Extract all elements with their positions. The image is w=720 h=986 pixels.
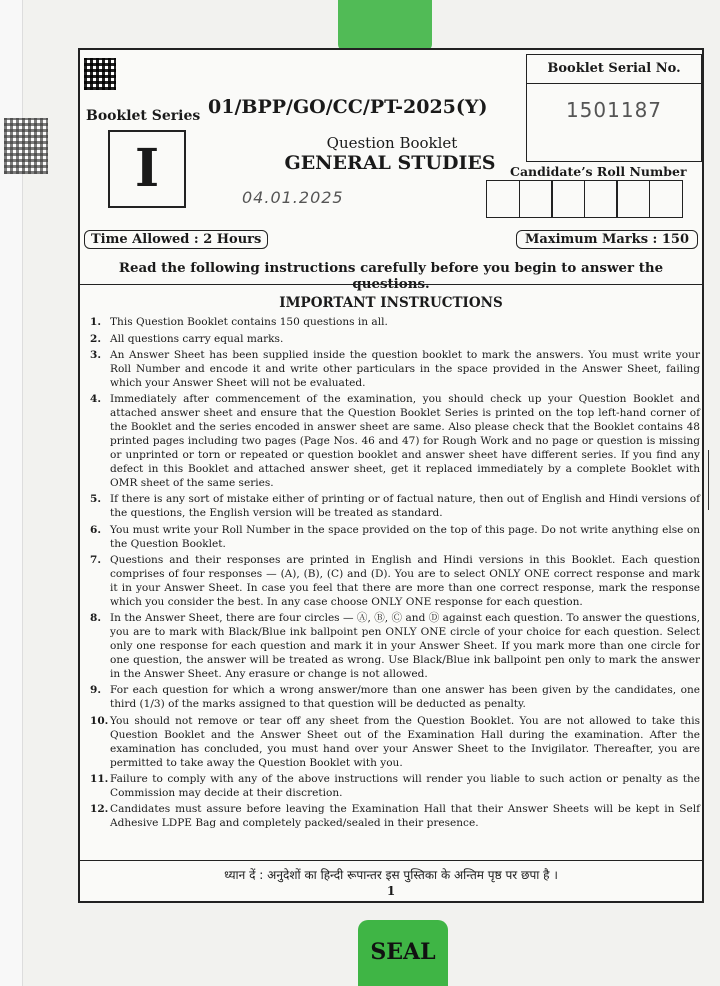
series-code: 01/BPP/GO/CC/PT-2025(Y) xyxy=(208,96,488,118)
divider xyxy=(80,284,702,285)
instruction-number: 11. xyxy=(90,773,109,786)
instruction-number: 6. xyxy=(90,523,102,536)
right-edge-mark xyxy=(708,450,720,510)
instruction-number: 5. xyxy=(90,493,102,506)
instruction-number: 3. xyxy=(90,349,102,361)
instruction-item xyxy=(90,803,700,831)
instruction-item xyxy=(90,316,700,330)
roll-cell[interactable] xyxy=(649,180,683,218)
roll-cell[interactable] xyxy=(616,180,650,218)
serial-number-box xyxy=(526,54,702,162)
instruction-text: In the Answer Sheet, there are four circles — Ⓐ, Ⓑ, Ⓒ and Ⓓ against each question. To answer the questions, you are to mark with Black/Blue ink ballpoint pen ONLY ONE circle of your choice for each question. Select only one response for each question and mark it in your Answer Sheet. If you mark more than one circle for one question, the answer will be treated as wrong. Use Black/Blue ink ballpoint pen only to mark the answer in the Answer Sheet. Any erasure or change is not allowed. xyxy=(110,612,700,680)
instruction-text: You must write your Roll Number in the space provided on the top of this page. Do not write anything else on the Question Booklet. xyxy=(110,523,700,550)
instruction-text: If there is any sort of mistake either of printing or of factual nature, then out of English and Hindi versions of the questions, the English version will be treated as standard. xyxy=(110,493,700,520)
roll-number-boxes xyxy=(486,180,681,218)
subject-title: GENERAL STUDIES xyxy=(284,152,496,174)
roll-cell[interactable] xyxy=(584,180,618,218)
booklet-type: Question Booklet xyxy=(326,134,458,152)
instructions-title: IMPORTANT INSTRUCTIONS xyxy=(279,295,503,311)
maximum-marks: Maximum Marks : 150 xyxy=(516,230,698,249)
instruction-item xyxy=(90,349,700,391)
instruction-number: 7. xyxy=(90,554,102,567)
instruction-number: 2. xyxy=(90,332,102,345)
instruction-item xyxy=(90,715,700,771)
page-number: 1 xyxy=(386,884,396,898)
instruction-text: This Question Booklet contains 150 questions in all. xyxy=(110,316,388,328)
instruction-number: 10. xyxy=(90,714,109,727)
instruction-text: Questions and their responses are printed in English and Hindi versions in this Booklet. Each question comprises of four responses — (A), (B), (C) and (D). You are to select ONLY ONE correct response and mark it in your Answer Sheet. In case you feel that there are more than one correct response, mark the response which you consider the best. In any case choose ONLY ONE response for each question. xyxy=(110,554,700,608)
instruction-text: Immediately after commencement of the examination, you should check up your Question Booklet and attached answer sheet and ensure that the Question Booklet Series is printed on the top left-hand corner of the Booklet and the series encoded in answer sheet are same. Also please check that the Booklet contains 48 printed pages including two pages (Page Nos. 46 and 47) for Rough Work and no page or question is missing or unprinted or torn or repeated or question booklet and answer sheet have different series. If you find any defect in this Booklet and attached answer sheet, get it replaced immediately by a complete Booklet with OMR sheet of the same series. xyxy=(110,393,700,489)
divider xyxy=(80,860,702,861)
handwritten-date: 04.01.2025 xyxy=(242,188,344,207)
roll-number-label: Candidate’s Roll Number xyxy=(510,164,687,179)
instruction-text: You should not remove or tear off any sheet from the Question Booklet. You are not allowed to take this Question Booklet and the Answer Sheet out of the Examination Hall during the examination. After the examination has concluded, you must hand over your Answer Sheet to the Invigilator. Thereafter, you are permitted to take away the Question Booklet with you. xyxy=(110,714,700,769)
instruction-number: 8. xyxy=(90,612,102,625)
instruction-text: Candidates must assure before leaving the Examination Hall that their Answer Sheets will be kept in Self Adhesive LDPE Bag and completely packed/sealed in their presence. xyxy=(110,803,700,830)
instruction-text: Failure to comply with any of the above instructions will render you liable to such action or penalty as the Commission may decide at their discretion. xyxy=(110,773,700,799)
instruction-number: 1. xyxy=(90,316,102,328)
qr-code-icon xyxy=(84,58,116,90)
instruction-item xyxy=(90,333,700,347)
instruction-number: 12. xyxy=(90,803,109,816)
series-letter-box: I xyxy=(108,130,186,208)
read-instruction: Read the following instructions carefully before you begin to answer the questions. xyxy=(118,260,664,292)
roll-cell[interactable] xyxy=(551,180,585,218)
instruction-text: An Answer Sheet has been supplied inside the question booklet to mark the answers. You must write your Roll Number and encode it and write other particulars in the space provided in the Answer Sheet, failing which your Answer Sheet will not be evaluated. xyxy=(110,349,700,389)
instruction-item xyxy=(90,524,700,552)
instruction-number: 9. xyxy=(90,684,102,697)
instruction-text: For each question for which a wrong answer/more than one answer has been given by the candidates, one third (1/3) of the marks assigned to that question will be deducted as penalty. xyxy=(110,684,700,711)
serial-label: Booklet Serial No. xyxy=(527,55,701,84)
roll-cell[interactable] xyxy=(519,180,553,218)
instruction-number: 4. xyxy=(90,393,102,406)
top-seal-sticker xyxy=(338,0,432,52)
time-allowed: Time Allowed : 2 Hours xyxy=(84,230,268,249)
hindi-note: ध्यान दें : अनुदेशों का हिन्दी रूपान्तर इस पुस्तिका के अन्तिम पृष्ठ पर छपा है । xyxy=(224,868,558,882)
instructions-list xyxy=(90,316,700,834)
instruction-item xyxy=(90,773,700,801)
question-booklet-cover xyxy=(78,48,704,903)
instruction-item xyxy=(90,612,700,682)
instruction-item xyxy=(90,684,700,712)
instruction-item xyxy=(90,554,700,610)
series-label: Booklet Series xyxy=(86,108,201,124)
instruction-item xyxy=(90,393,700,490)
instruction-item xyxy=(90,493,700,521)
roll-cell[interactable] xyxy=(486,180,520,218)
serial-number: 1501187 xyxy=(565,98,663,122)
instruction-text: All questions carry equal marks. xyxy=(110,332,284,345)
seal-sticker: SEAL xyxy=(358,920,448,986)
side-barcode-icon xyxy=(4,118,48,174)
